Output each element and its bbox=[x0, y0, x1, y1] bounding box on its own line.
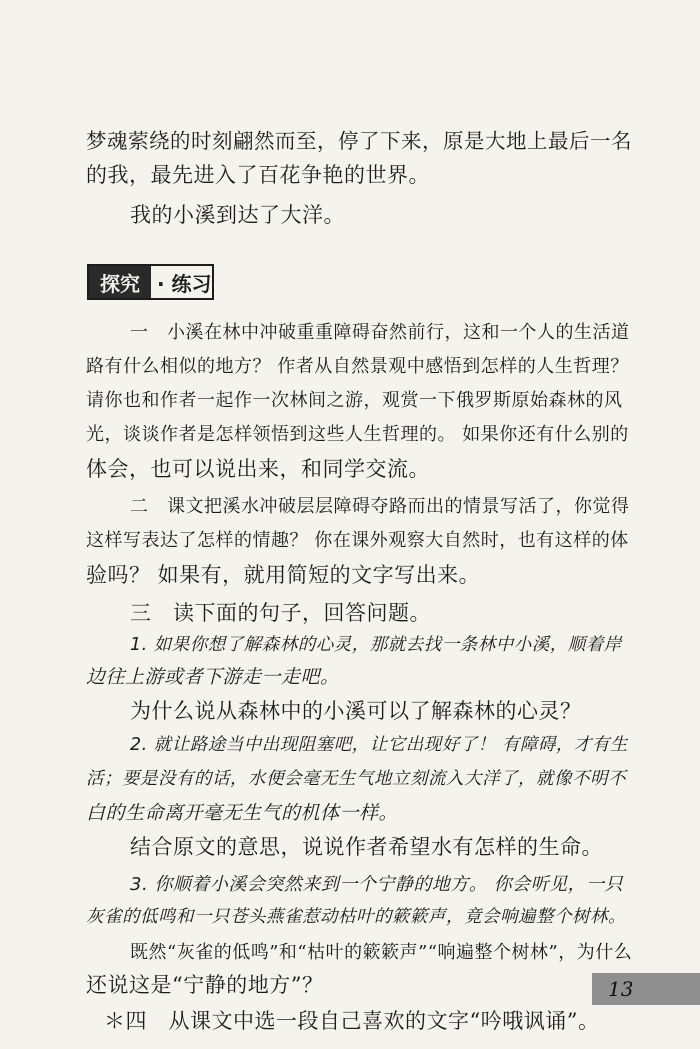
exercise-1-line: 一 小溪在林中冲破重重障碍奋然前行，这和一个人的生活道 bbox=[130, 322, 630, 343]
exercise-3-quote: 3. 你顺着小溪会突然来到一个宁静的地方。 你会听见，一只 bbox=[130, 874, 624, 895]
exercise-3-question: 既然“灰雀的低鸣”和“枯叶的簌簌声”“响遍整个树林”，为什么 bbox=[130, 942, 633, 963]
exercise-3-quote: 2. 就让路途当中出现阻塞吧，让它出现好了！ 有障碍，才有生 bbox=[130, 735, 628, 755]
page-number-tab bbox=[592, 973, 700, 1005]
exercise-3-quote: 1. 如果你想了解森林的心灵，那就去找一条林中小溪，顺着岸 bbox=[130, 635, 622, 655]
exercise-3-intro: 三 读下面的句子，回答问题。 bbox=[130, 601, 431, 625]
exercise-2-line: 这样写表达了怎样的情趣？ 你在课外观察大自然时，也有这样的体 bbox=[86, 530, 629, 551]
exercise-3-quote: 边往上游或者下游走一走吧。 bbox=[86, 666, 340, 688]
body-text-line: 的我，最先进入了百花争艳的世界。 bbox=[86, 163, 430, 187]
exercise-3-quote: 白的生命离开毫无生气的机体一样。 bbox=[86, 802, 399, 824]
page-number: 13 bbox=[608, 977, 634, 1001]
exercise-1-line: 光，谈谈作者是怎样领悟到这些人生哲理的。 如果你还有什么别的 bbox=[86, 424, 629, 445]
exercise-1-line: 体会，也可以说出来，和同学交流。 bbox=[86, 457, 430, 481]
exercise-4-line: ＊四 从课文中选一段自己喜欢的文字“吟哦讽诵”。 bbox=[104, 1009, 600, 1033]
body-text-line: 我的小溪到达了大洋。 bbox=[130, 203, 345, 227]
exercise-2-line: 二 课文把溪水冲破层层障碍夺路而出的情景写活了，你觉得 bbox=[130, 496, 630, 517]
section-header-part2: · 练习 bbox=[157, 271, 212, 296]
exercise-3-question: 结合原文的意思，说说作者希望水有怎样的生命。 bbox=[130, 835, 603, 859]
exercise-3-question: 为什么说从森林中的小溪可以了解森林的心灵？ bbox=[130, 699, 582, 723]
exercise-3-question: 还说这是“宁静的地方”？ bbox=[86, 973, 324, 997]
exercise-3-quote: 灰雀的低鸣和一只苍头燕雀惹动枯叶的簌簌声，竟会响遍整个树林。 bbox=[86, 907, 626, 927]
body-text-line: 梦魂萦绕的时刻翩然而至，停了下来，原是大地上最后一名 bbox=[86, 129, 632, 153]
section-header-part1: 探究 bbox=[89, 266, 151, 298]
exercise-2-line: 验吗？ 如果有，就用简短的文字写出来。 bbox=[86, 563, 481, 587]
exercise-1-line: 路有什么相似的地方？ 作者从自然景观中感悟到怎样的人生哲理？ bbox=[86, 356, 629, 377]
section-header-explore-practice bbox=[87, 264, 214, 300]
exercise-3-quote: 活；要是没有的话，水便会毫无生气地立刻流入大洋了，就像不明不 bbox=[86, 769, 626, 789]
exercise-1-line: 请你也和作者一起作一次林间之游，观赏一下俄罗斯原始森林的风 bbox=[86, 390, 623, 411]
